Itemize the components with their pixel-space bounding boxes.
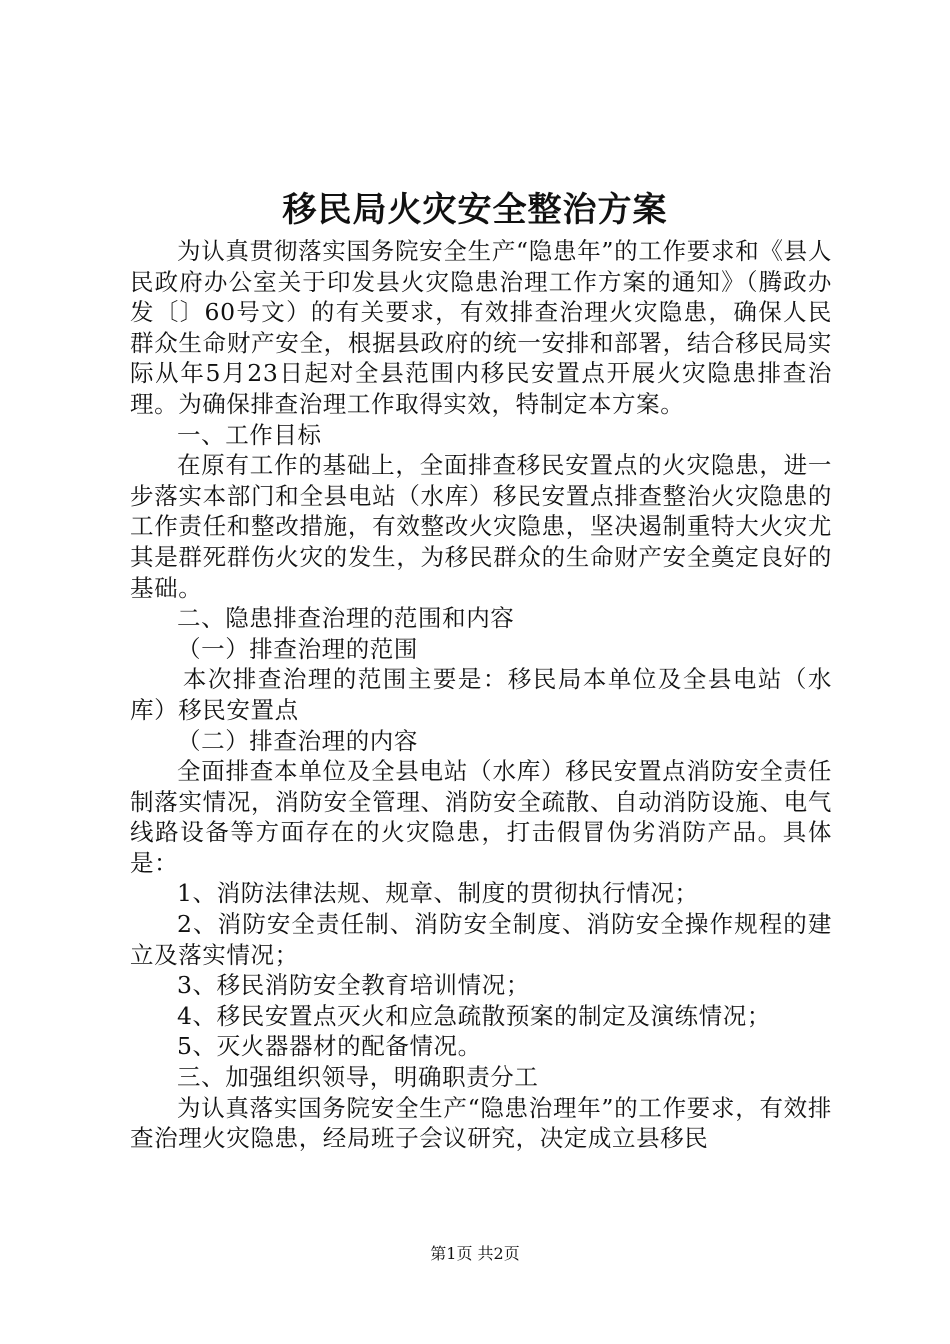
heading-organization: 三、加强组织领导，明确职责分工: [177, 1063, 539, 1092]
paragraph-organization: 为认真落实国务院安全生产“隐患治理年”的工作要求，有效排查治理火灾隐患，经局班子会议研究，决定成立县移民: [130, 1093, 832, 1153]
heading-work-goal: 一、工作目标: [177, 420, 322, 449]
subheading-scope: （一）排查治理的范围: [177, 634, 418, 663]
paragraph-work-goal: 在原有工作的基础上，全面排查移民安置点的火灾隐患，进一步落实本部门和全县电站（水库）移民安置点排查整治火灾隐患的工作责任和整改措施，有效整改火灾隐患，坚决遏制重特大火灾尤其是群死群伤火灾的发生，为移民群众的生命财产安全奠定良好的基础。: [130, 451, 832, 602]
document-title: 移民局火灾安全整治方案: [282, 190, 668, 230]
paragraph-content: 全面排查本单位及全县电站（水库）移民安置点消防安全责任制落实情况，消防安全管理、消防安全疏散、自动消防设施、电气线路设备等方面存在的火灾隐患，打击假冒伪劣消防产品。具体是：: [130, 757, 832, 877]
paragraph-intro: 为认真贯彻落实国务院安全生产“隐患年”的工作要求和《县人民政府办公室关于印发县火灾隐患治理工作方案的通知》（腾政办发〔〕60号文）的有关要求，有效排查治理火灾隐患，确保人民群众生命财产安全，根据县政府的统一安排和部署，结合移民局实际从年5月23日起对全县范围内移民安置点开展火灾隐患排查治理。为确保排查治理工作取得实效，特制定本方案。: [130, 237, 832, 418]
heading-scope-content: 二、隐患排查治理的范围和内容: [177, 604, 515, 633]
document-body: [130, 236, 832, 1154]
page-indicator: 第1页 共2页: [430, 1244, 520, 1263]
list-item-5: 5、灭火器器材的配备情况。: [177, 1032, 482, 1061]
subheading-content: （二）排查治理的内容: [177, 726, 418, 755]
list-item-1: 1、消防法律法规、规章、制度的贯彻执行情况；: [177, 879, 699, 908]
paragraph-scope: 本次排查治理的范围主要是：移民局本单位及全县电站（水库）移民安置点: [130, 665, 832, 724]
list-item-4: 4、移民安置点灭火和应急疏散预案的制定及演练情况；: [177, 1001, 771, 1030]
list-item-2: 2、消防安全责任制、消防安全制度、消防安全操作规程的建立及落实情况；: [130, 910, 832, 969]
list-item-3: 3、移民消防安全教育培训情况；: [177, 971, 530, 1000]
